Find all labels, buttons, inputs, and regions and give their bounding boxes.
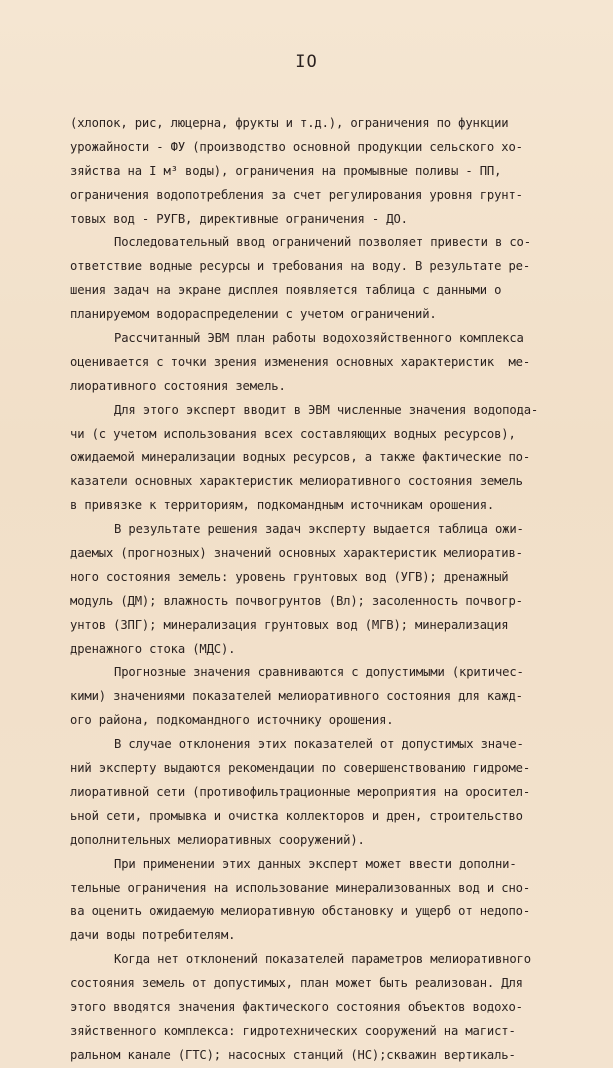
text-line: оценивается с точки зрения изменения основных характеристик ме-	[70, 354, 530, 369]
text-line: ва оценить ожидаемую мелиоративную обстановку и ущерб от недопо-	[70, 904, 530, 919]
text-line: зяйства на I м³ воды), ограничения на промывные поливы - ПП,	[70, 163, 502, 178]
text-line: товых вод - РУГВ, директивные ограничения - ДО.	[70, 211, 408, 226]
text-line: шения задач на экране дисплея появляется таблица с данными о	[70, 283, 502, 298]
text-line: кими) значениями показателей мелиоративного состояния для кажд-	[70, 689, 523, 704]
text-line: ограничения водопотребления за счет регулирования уровня грунт-	[70, 187, 523, 202]
body-text	[70, 112, 608, 1068]
text-line: чи (с учетом использования всех составляющих водных ресурсов),	[70, 426, 516, 441]
text-line: этого вводятся значения фактического состояния объектов водохо-	[70, 999, 523, 1014]
page-number: IO	[295, 52, 318, 72]
text-line: унтов (ЗПГ); минерализация грунтовых вод (МГВ); минерализация	[70, 617, 509, 632]
text-line: ральном канале (ГТС); насосных станций (НС);скважин вертикаль-	[70, 1047, 516, 1062]
text-line: урожайности - ФУ (производство основной продукции сельского хо-	[70, 139, 523, 154]
text-line: ожидаемой минерализации водных ресурсов, а также фактические по-	[70, 450, 530, 465]
text-line: лиоративного состояния земель.	[70, 378, 286, 393]
text-line: Когда нет отклонений показателей параметров мелиоративного	[114, 952, 531, 967]
text-line: (хлопок, рис, люцерна, фрукты и т.д.), ограничения по функции	[70, 116, 509, 130]
text-line: дополнительных мелиоративных сооружений).	[70, 832, 365, 847]
text-line: тельные ограничения на использование минерализованных вод и сно-	[70, 880, 530, 895]
text-line: Последовательный ввод ограничений позволяет привести в со-	[114, 235, 531, 250]
text-line: Для этого эксперт вводит в ЭВМ численные значения водопода-	[114, 402, 539, 417]
text-line: дачи воды потребителям.	[70, 928, 236, 943]
text-line: лиоративной сети (противофильтрационные мероприятия на оросител-	[70, 784, 530, 799]
text-line: В случае отклонения этих показателей от допустимых значе-	[114, 737, 524, 752]
text-line: Прогнозные значения сравниваются с допустимыми (критичес-	[114, 665, 524, 680]
text-line: в привязке к территориям, подкомандным источникам орошения.	[70, 498, 495, 513]
text-line: Рассчитанный ЭВМ план работы водохозяйственного комплекса	[114, 331, 524, 346]
text-line: состояния земель от допустимых, план может быть реализован. Для	[70, 976, 523, 991]
text-line: При применении этих данных эксперт может ввести дополни-	[114, 856, 517, 871]
text-line: ответствие водные ресурсы и требования на воду. В результате ре-	[70, 259, 530, 274]
text-line: планируемом водораспределении с учетом ограничений.	[70, 307, 437, 322]
text-line: даемых (прогнозных) значений основных характеристик мелиоратив-	[70, 546, 523, 561]
text-line: дренажного стока (МДС).	[70, 641, 236, 656]
text-line: ний эксперту выдаются рекомендации по совершенствованию гидроме-	[70, 761, 530, 776]
text-line: ного состояния земель: уровень грунтовых вод (УГВ); дренажный	[70, 569, 509, 584]
text-line: зяйственного комплекса: гидротехнических сооружений на магист-	[70, 1023, 516, 1038]
text-line: ого района, подкомандного источнику орошения.	[70, 713, 394, 728]
text-line: казатели основных характеристик мелиоративного состояния земель	[70, 474, 523, 489]
text-line: ьной сети, промывка и очистка коллекторов и дрен, строительство	[70, 808, 523, 823]
text-line: В результате решения задач эксперту выдается таблица ожи-	[114, 522, 524, 537]
text-line: модуль (ДМ); влажность почвогрунтов (Вл); засоленность почвогр-	[70, 593, 523, 608]
